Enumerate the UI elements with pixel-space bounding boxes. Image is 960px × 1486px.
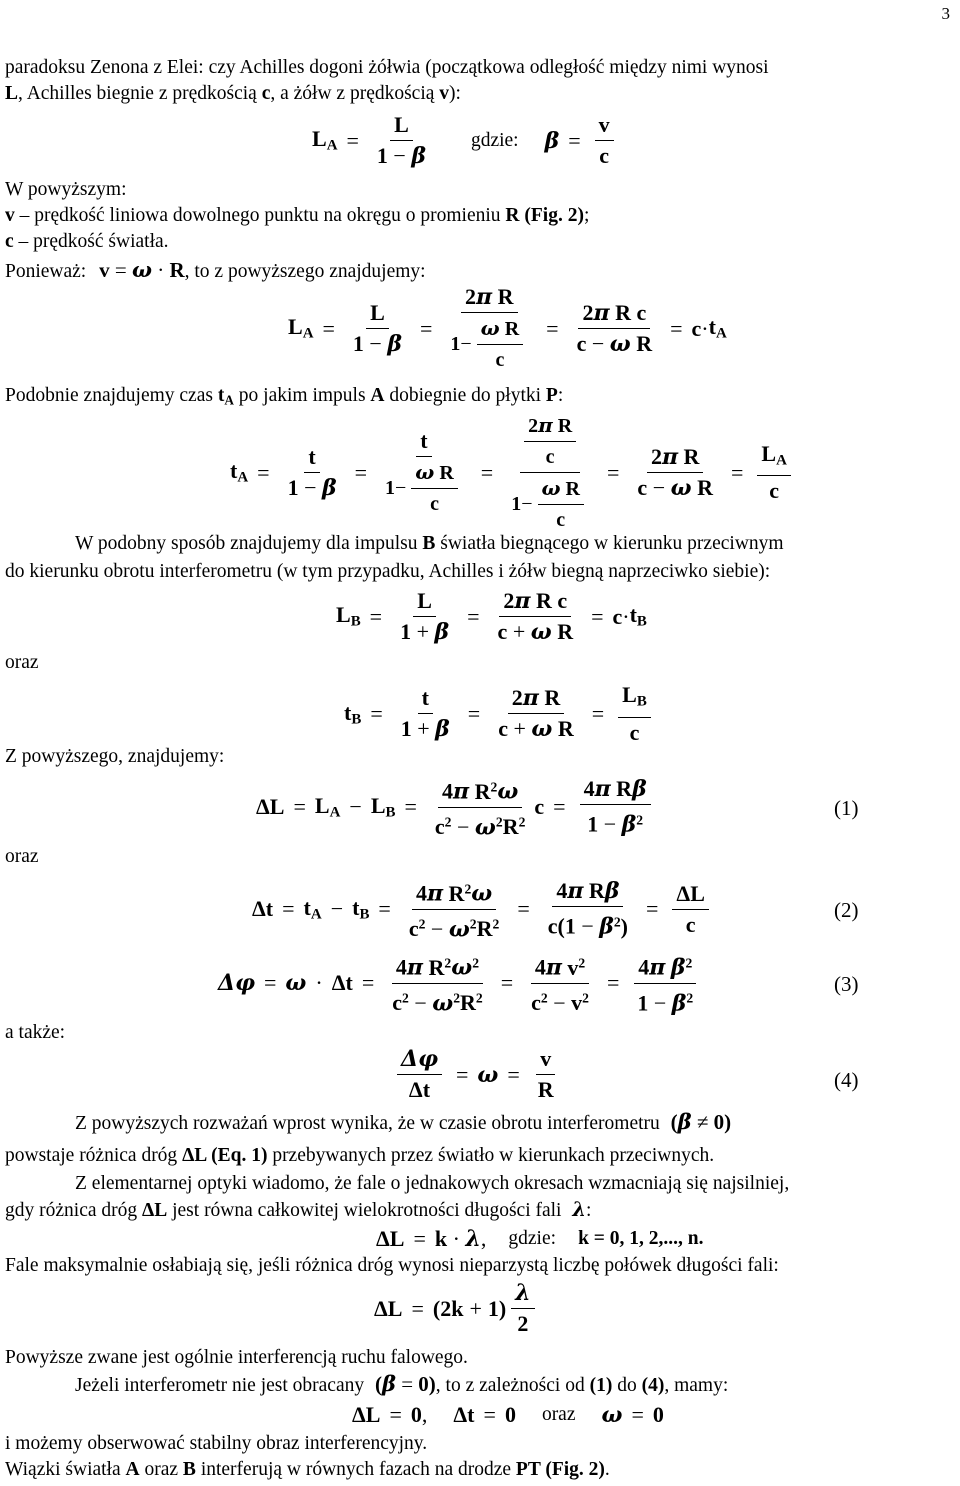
text-z-powyzszych: Z powyższych rozważań wprost wynika, że w czasie obrotu interferometru (β ≠ 0)	[75, 1109, 732, 1134]
equation-1-label: (1)	[834, 796, 859, 820]
text-poniewaz: Ponieważ: v = ω · R, to z powyższego znajdujemy:	[5, 257, 426, 282]
text-a-takze: a także:	[5, 1022, 66, 1043]
equation-la-beta: $L_A$ = $\frac{L}{1 - \beta}$ gdzie: β = $\frac{v}{c}$	[312, 112, 619, 169]
equation-la-chain: $L_A$ = $\frac{L}{1 - \beta}$ = 2π R 1 − $\frac{\text{ω R}}{c}$ = $\frac{\text{2π R c}}{\text{c − ω R}}$ = c · $t_A$	[288, 284, 727, 371]
text-oraz-1: oraz	[5, 652, 39, 673]
equation-ta-chain: $t_A$ = $\frac{t}{1 - \beta}$ = t 1 − $\frac{\text{ω R}}{c}$ = $\frac{\text{2π R}}{c}$ 1 − $\frac{\text{ω R}}{c}$ = $\frac{\text{2π R}}{\text{c − ω R}}$ = $\frac{L_A}{c}$	[230, 412, 796, 533]
text-powstaje: powstaje różnica dróg ΔL (Eq. 1) przebywanych przez światło w kierunkach przeciwnych.	[5, 1145, 715, 1166]
equation-4: $\frac{\Delta\varphi}{\Delta t}$ = ω = $\frac{v}{R}$	[392, 1046, 563, 1103]
equation-2: Δt = $t_A$ − $t_B$ = $\frac{4\pi R^2\omega}{c^2 - \omega^2R^2}$ = $\frac{\text{4π Rβ}}{c(1 - \beta^2)}$ = $\frac{\Delta L}{c}$	[252, 876, 714, 942]
equation-3: Δφ = ω · Δt = $\frac{4\pi R^2\omega^2}{c^2 - \omega^2R^2}$ = $\frac{4\pi v^2}{c^2 - v^2}$ = $\frac{4\pi \beta^2}{1 - \beta^2}$	[218, 950, 702, 1016]
page-number: 3	[941, 4, 950, 23]
text-jezeli: Jeżeli interferometr nie jest obracany (β = 0), to z zależności od (1) do (4), mamy:	[75, 1371, 729, 1396]
text-gdy-roznica: gdy różnica dróg ΔL jest równa całkowitej wielokrotności długości fali λ:	[5, 1198, 592, 1221]
equation-2-label: (2)	[834, 898, 859, 922]
text-oraz-2: oraz	[5, 846, 39, 867]
text-i-mozemy: i możemy obserwować stabilny obraz interferencyjny.	[5, 1433, 428, 1454]
text-w-podobny: W podobny sposób znajdujemy dla impulsu B światła biegnącego w kierunku przeciwnym	[75, 533, 784, 554]
equation-1: ΔL = $L_A$ − $L_B$ = $\frac{4\pi R^2\omega}{c^2 - \omega^2R^2}$ c = $\frac{\text{4π Rβ}}{1 - \beta^2}$	[256, 774, 656, 840]
text-wiazki: Wiązki światła A oraz B interferują w równych fazach na drodze PT (Fig. 2).	[5, 1459, 610, 1480]
equation-4-label: (4)	[834, 1068, 859, 1092]
text-line-intro-2: L, Achilles biegnie z prędkością c, a żółw z prędkością v):	[5, 83, 461, 104]
text-v-definition: v – prędkość liniowa dowolnego punktu na okręgu o promieniu R (Fig. 2);	[5, 205, 590, 226]
text-fale: Fale maksymalnie osłabiają się, jeśli różnica dróg wynosi nieparzystą liczbę połówek długości fali:	[5, 1255, 779, 1276]
equation-lb: $L_B$ = $\frac{L}{1 + \beta}$ = $\frac{\text{2π R c}}{\text{c + ω R}}$ = c · $t_B$	[336, 588, 647, 645]
text-line-intro: paradoksu Zenona z Elei: czy Achilles dogoni żółwia (początkowa odległość między nimi wynosi	[5, 57, 769, 78]
equation-tb: $t_B$ = $\frac{t}{1 + \beta}$ = $\frac{\text{2π R}}{\text{c + ω R}}$ = $\frac{L_B}{c}$	[344, 682, 656, 746]
equation-destructive: ΔL = (2k + 1) $\frac{\lambda}{2}$	[374, 1280, 540, 1337]
text-podobnie: Podobnie znajdujemy czas $t_A$ po jakim impuls A dobiegnie do płytki P:	[5, 385, 564, 408]
text-c-definition: c – prędkość światła.	[5, 231, 169, 252]
text-powyzsze: Powyższe zwane jest ogólnie interferencją ruchu falowego.	[5, 1347, 468, 1368]
equation-3-label: (3)	[834, 972, 859, 996]
text-z-powyzszego: Z powyższego, znajdujemy:	[5, 746, 225, 767]
equation-constructive: ΔL = k · λ , gdzie: k = 0, 1, 2,..., n.	[376, 1226, 704, 1252]
text-z-elementarnej: Z elementarnej optyki wiadomo, że fale o jednakowych okresach wzmacniają się najsilniej,	[75, 1173, 790, 1194]
text-w-podobny-2: do kierunku obrotu interferometru (w tym przypadku, Achilles i żółw biegną naprzeciwko siebie):	[5, 561, 771, 582]
text-w-powyzszym: W powyższym:	[5, 179, 127, 200]
equation-static: ΔL = 0 , Δt = 0 oraz ω = 0	[352, 1402, 664, 1428]
